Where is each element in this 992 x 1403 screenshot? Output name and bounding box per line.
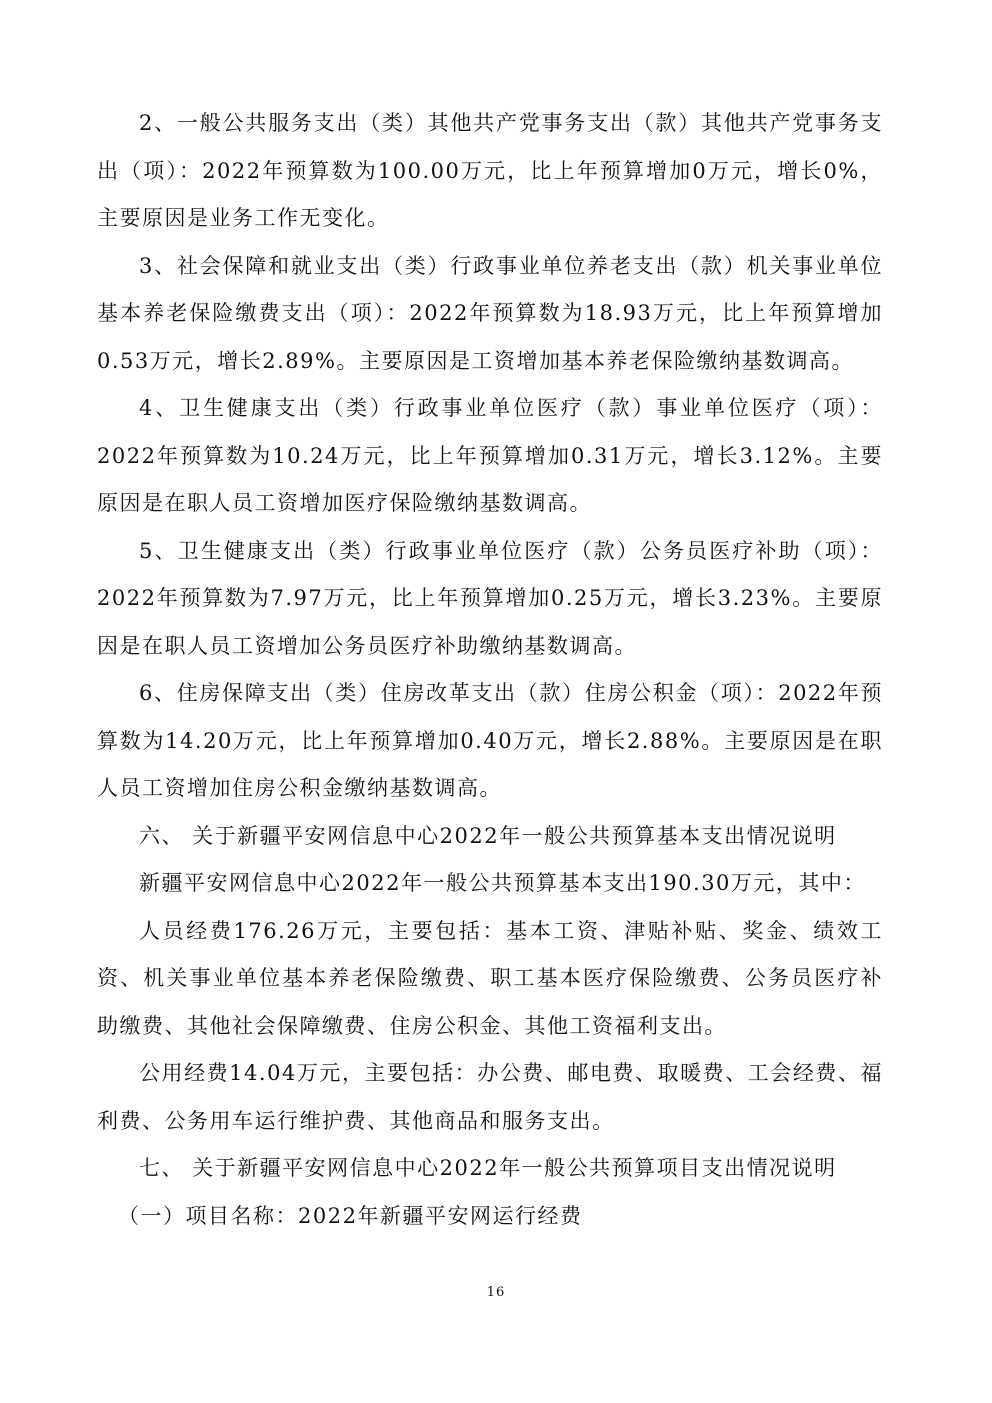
paragraph-item-5: 5、卫生健康支出（类）行政事业单位医疗（款）公务员医疗补助（项）：2022年预算数为7.97万元，比上年预算增加0.25万元，增长3.23%。主要原因是在职人员工资增加公务员医疗补助缴纳基数调高。	[97, 538, 883, 658]
personnel-expenses: 人员经费176.26万元，主要包括：基本工资、津贴补贴、奖金、绩效工资、机关事业单位基本养老保险缴费、职工基本医疗保险缴费、公务员医疗补助缴费、其他社会保障缴费、住房公积金、其他工资福利支出。	[97, 918, 883, 1038]
section-heading-7: 七、 关于新疆平安网信息中心2022年一般公共预算项目支出情况说明	[139, 1156, 837, 1180]
paragraph-item-4: 4、卫生健康支出（类）行政事业单位医疗（款）事业单位医疗（项）：2022年预算数为10.24万元，比上年预算增加0.31万元，增长3.12%。主要原因是在职人员工资增加医疗保险缴纳基数调高。	[97, 396, 883, 515]
public-expenses: 公用经费14.04万元，主要包括：办公费、邮电费、取暖费、工会经费、福利费、公务用车运行维护费、其他商品和服务支出。	[97, 1061, 883, 1133]
project-name: （一）项目名称：2022年新疆平安网运行经费	[118, 1203, 583, 1228]
paragraph-item-3: 3、社会保障和就业支出（类）行政事业单位养老支出（款）机关事业单位基本养老保险缴费支出（项）：2022年预算数为18.93万元，比上年预算增加0.53万元，增长2.89%。主要原因是工资增加基本养老保险缴纳基数调高。	[97, 253, 883, 373]
basic-expenditure-summary: 新疆平安网信息中心2022年一般公共预算基本支出190.30万元，其中：	[139, 871, 866, 895]
section-heading-6: 六、 关于新疆平安网信息中心2022年一般公共预算基本支出情况说明	[139, 823, 837, 848]
paragraph-item-2: 2、一般公共服务支出（类）其他共产党事务支出（款）其他共产党事务支出（项）：2022年预算数为100.00万元，比上年预算增加0万元，增长0%，主要原因是业务工作无变化。	[97, 111, 883, 230]
document-body	[97, 100, 883, 1240]
paragraph-item-6: 6、住房保障支出（类）住房改革支出（款）住房公积金（项）：2022年预算数为14.20万元，比上年预算增加0.40万元，增长2.88%。主要原因是在职人员工资增加住房公积金缴纳基数调高。	[97, 681, 883, 800]
page-number: 16	[486, 1285, 506, 1300]
